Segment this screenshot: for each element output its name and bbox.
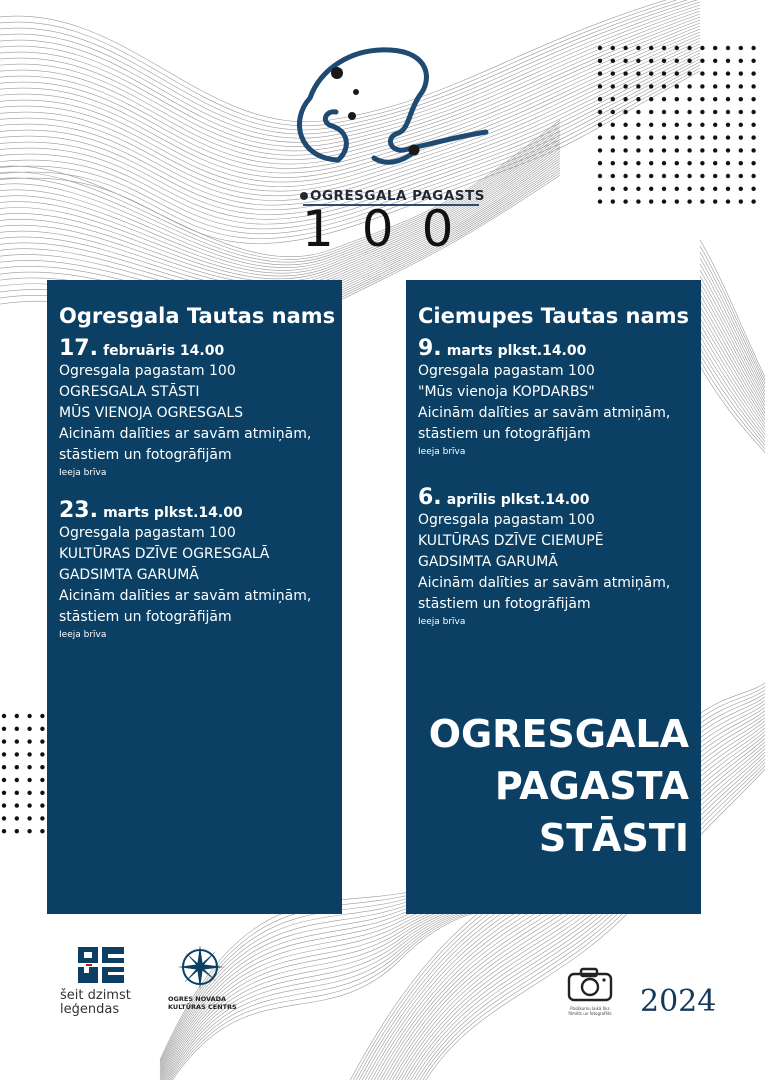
camera-caption-1: Pasākumu laikā tiks <box>570 1006 610 1011</box>
dot <box>675 123 679 127</box>
dot <box>623 84 627 88</box>
dot <box>713 187 717 191</box>
dot <box>739 97 743 101</box>
dot <box>623 59 627 63</box>
dot <box>700 110 704 114</box>
event-day: 9. <box>418 336 442 361</box>
dot <box>726 71 730 75</box>
dot <box>623 199 627 203</box>
dot <box>2 816 6 820</box>
dot <box>662 135 666 139</box>
dot <box>649 59 653 63</box>
dot <box>15 714 19 718</box>
dot <box>700 59 704 63</box>
dot <box>751 199 755 203</box>
event-block <box>418 336 689 459</box>
dot <box>700 84 704 88</box>
dot <box>675 174 679 178</box>
dot <box>726 97 730 101</box>
dot <box>636 110 640 114</box>
dot <box>713 123 717 127</box>
event-day: 23. <box>59 498 98 523</box>
dot <box>713 97 717 101</box>
headline-line-1: OGRESGALA <box>428 712 689 756</box>
event-line: Aicinām dalīties ar savām atmiņām, <box>59 426 312 442</box>
dot <box>40 752 44 756</box>
dot <box>2 778 6 782</box>
dot <box>40 803 44 807</box>
dot <box>2 765 6 769</box>
dot <box>687 46 691 50</box>
dot <box>611 187 615 191</box>
dot <box>662 97 666 101</box>
dot <box>687 71 691 75</box>
dot <box>739 135 743 139</box>
dot <box>687 97 691 101</box>
headline-line-3: STĀSTI <box>538 816 689 860</box>
dot <box>649 71 653 75</box>
dot <box>751 187 755 191</box>
ogre-logo-mark-icon <box>76 945 128 985</box>
dot <box>27 791 31 795</box>
event-date <box>59 498 330 523</box>
dot <box>649 161 653 165</box>
contour-line <box>700 258 765 429</box>
dot <box>649 46 653 50</box>
dot <box>598 123 602 127</box>
event-free-entry: Ieeja brīva <box>418 447 466 457</box>
dot <box>598 148 602 152</box>
dot <box>623 174 627 178</box>
dot <box>713 46 717 50</box>
event-free-entry: Ieeja brīva <box>418 617 466 627</box>
dot <box>662 199 666 203</box>
event-line: Aicinām dalīties ar savām atmiņām, <box>418 575 671 591</box>
dot <box>649 97 653 101</box>
right-events-list <box>418 336 689 629</box>
dot <box>2 829 6 833</box>
right-venue-panel <box>406 280 701 914</box>
event-date <box>418 336 689 361</box>
anniversary-number: 100 <box>302 200 482 258</box>
dot <box>700 71 704 75</box>
poster-headline <box>429 708 689 864</box>
left-venue-panel <box>47 280 342 914</box>
dot <box>623 148 627 152</box>
dot <box>739 110 743 114</box>
event-line: Ogresgala pagastam 100 <box>418 363 595 379</box>
dot <box>700 187 704 191</box>
dot <box>662 161 666 165</box>
dot <box>662 123 666 127</box>
dot <box>662 174 666 178</box>
event-line: Aicinām dalīties ar savām atmiņām, <box>418 405 671 421</box>
dot <box>687 199 691 203</box>
event-line: GADSIMTA GARUMĀ <box>59 567 199 583</box>
dot <box>675 97 679 101</box>
dot <box>675 59 679 63</box>
event-block <box>59 498 330 642</box>
dot <box>611 174 615 178</box>
dot <box>751 71 755 75</box>
dot <box>700 123 704 127</box>
dot <box>623 46 627 50</box>
event-time: aprīlis plkst.14.00 <box>446 492 590 508</box>
dot <box>713 148 717 152</box>
dot <box>713 71 717 75</box>
dot <box>713 174 717 178</box>
dot <box>726 161 730 165</box>
event-line: stāstiem un fotogrāfijām <box>59 447 232 463</box>
dot <box>662 148 666 152</box>
dot <box>662 59 666 63</box>
event-free-entry: Ieeja brīva <box>59 630 107 640</box>
event-line: OGRESGALA STĀSTI <box>59 384 200 400</box>
right-venue-title: Ciemupes Tautas nams <box>418 304 690 328</box>
event-line: stāstiem un fotogrāfijām <box>418 426 591 442</box>
event-day: 6. <box>418 485 442 510</box>
dot <box>751 174 755 178</box>
dot <box>675 161 679 165</box>
dot <box>713 135 717 139</box>
dot <box>751 123 755 127</box>
dot <box>649 135 653 139</box>
dot <box>687 187 691 191</box>
event-line: Aicinām dalīties ar savām atmiņām, <box>59 588 312 604</box>
dot <box>662 71 666 75</box>
dot-grid-top-right <box>596 44 765 212</box>
dot <box>636 161 640 165</box>
dot <box>751 46 755 50</box>
dot <box>15 727 19 731</box>
dot <box>636 135 640 139</box>
dot <box>598 97 602 101</box>
dot <box>611 59 615 63</box>
dot <box>700 148 704 152</box>
dot <box>726 110 730 114</box>
dot <box>598 110 602 114</box>
dot <box>687 110 691 114</box>
dot <box>27 714 31 718</box>
dot <box>675 148 679 152</box>
camera-icon <box>566 966 614 1002</box>
dot <box>636 97 640 101</box>
dot <box>713 161 717 165</box>
dot <box>662 110 666 114</box>
dot <box>751 84 755 88</box>
dot <box>700 174 704 178</box>
dot <box>2 803 6 807</box>
dot <box>15 752 19 756</box>
dot <box>687 135 691 139</box>
contour-line <box>700 306 765 453</box>
dot <box>751 97 755 101</box>
dot <box>726 135 730 139</box>
ogre-logo <box>60 945 150 1017</box>
dot <box>675 135 679 139</box>
dot <box>675 46 679 50</box>
event-line: Ogresgala pagastam 100 <box>418 512 595 528</box>
dot <box>611 110 615 114</box>
event-time: marts plkst.14.00 <box>103 505 243 521</box>
event-line: stāstiem un fotogrāfijām <box>59 609 232 625</box>
dot <box>636 71 640 75</box>
dot <box>636 174 640 178</box>
dot <box>15 816 19 820</box>
dot <box>15 778 19 782</box>
dot <box>611 161 615 165</box>
dot <box>751 110 755 114</box>
dot <box>598 84 602 88</box>
dot <box>611 71 615 75</box>
dot <box>675 84 679 88</box>
dot <box>739 187 743 191</box>
dot <box>2 752 6 756</box>
dot <box>636 187 640 191</box>
contour-line <box>700 264 765 432</box>
photo-notice <box>566 966 614 1016</box>
dot <box>598 46 602 50</box>
dot <box>623 71 627 75</box>
dot <box>611 148 615 152</box>
event-line: MŪS VIENOJA OGRESGALS <box>59 405 244 421</box>
left-venue-title: Ogresgala Tautas nams <box>59 304 336 328</box>
dot <box>700 161 704 165</box>
dot <box>713 199 717 203</box>
dot <box>27 752 31 756</box>
dot <box>623 97 627 101</box>
dot <box>611 199 615 203</box>
dot <box>623 161 627 165</box>
dot <box>636 148 640 152</box>
dot <box>751 59 755 63</box>
dot <box>726 59 730 63</box>
camera-caption-2: filmēts un fotografēts <box>568 1011 612 1016</box>
dot <box>598 59 602 63</box>
dot <box>611 97 615 101</box>
dot <box>15 791 19 795</box>
compass-star-icon <box>172 943 232 991</box>
contour-line <box>700 348 765 474</box>
dot <box>675 199 679 203</box>
event-time: marts plkst.14.00 <box>446 343 587 359</box>
dot <box>27 816 31 820</box>
dot <box>598 161 602 165</box>
dot <box>598 71 602 75</box>
event-line: Ogresgala pagastam 100 <box>59 525 236 541</box>
dot <box>623 135 627 139</box>
dot <box>675 110 679 114</box>
dot <box>700 135 704 139</box>
dot <box>739 59 743 63</box>
dot <box>687 123 691 127</box>
dot <box>611 135 615 139</box>
brand-name-text: OGRESGALA PAGASTS <box>310 188 485 204</box>
dot <box>27 739 31 743</box>
dot <box>649 174 653 178</box>
dot <box>739 46 743 50</box>
dot <box>687 174 691 178</box>
dot <box>739 199 743 203</box>
dot <box>739 84 743 88</box>
head-silhouette-icon <box>290 40 490 190</box>
event-line: stāstiem un fotogrāfijām <box>418 596 591 612</box>
dot <box>2 791 6 795</box>
event-free-entry: Ieeja brīva <box>59 468 107 478</box>
dot <box>2 714 6 718</box>
dot <box>726 199 730 203</box>
event-line: "Mūs vienoja KOPDARBS" <box>418 384 595 400</box>
dot <box>726 123 730 127</box>
dot <box>739 71 743 75</box>
dot <box>40 739 44 743</box>
dot <box>598 187 602 191</box>
dot <box>15 739 19 743</box>
dot <box>611 46 615 50</box>
dot <box>27 829 31 833</box>
dot <box>636 46 640 50</box>
dot <box>662 84 666 88</box>
dot <box>27 803 31 807</box>
headline-line-2: PAGASTA <box>494 764 689 808</box>
dot <box>611 123 615 127</box>
dot <box>598 174 602 178</box>
contour-line <box>700 342 765 471</box>
event-time: februāris 14.00 <box>103 343 225 359</box>
dot <box>649 199 653 203</box>
dot <box>636 123 640 127</box>
dot <box>751 161 755 165</box>
dot <box>751 135 755 139</box>
event-block <box>59 336 330 480</box>
event-line: GADSIMTA GARUMĀ <box>418 554 558 570</box>
dot <box>636 84 640 88</box>
dot <box>700 97 704 101</box>
culture-name-1: OGRES NOVADA <box>168 995 227 1003</box>
culture-name-2: KULTŪRAS CENTRS <box>168 1003 237 1011</box>
dot <box>662 46 666 50</box>
dot <box>739 123 743 127</box>
dot <box>687 148 691 152</box>
dot <box>611 84 615 88</box>
dot <box>662 187 666 191</box>
dot <box>623 110 627 114</box>
dot <box>27 765 31 769</box>
dot <box>636 59 640 63</box>
event-line: KULTŪRAS DZĪVE OGRESGALĀ <box>59 546 270 562</box>
dot <box>687 59 691 63</box>
dot <box>2 739 6 743</box>
dot <box>726 187 730 191</box>
dot <box>675 71 679 75</box>
dot <box>15 765 19 769</box>
dot <box>40 778 44 782</box>
dot <box>739 148 743 152</box>
dot <box>739 174 743 178</box>
dot <box>726 46 730 50</box>
dot <box>700 199 704 203</box>
dot <box>40 829 44 833</box>
event-date <box>59 336 330 361</box>
ogre-tagline-2: leģendas <box>60 1002 120 1017</box>
dot <box>40 714 44 718</box>
dot <box>713 59 717 63</box>
dot <box>687 84 691 88</box>
dot <box>649 123 653 127</box>
dot <box>2 727 6 731</box>
event-day: 17. <box>59 336 98 361</box>
dot <box>623 123 627 127</box>
event-line: KULTŪRAS DZĪVE CIEMUPĒ <box>418 533 604 549</box>
dot <box>726 84 730 88</box>
event-line: Ogresgala pagastam 100 <box>59 363 236 379</box>
dot <box>700 46 704 50</box>
dot <box>15 803 19 807</box>
left-events-list <box>59 336 330 642</box>
dot <box>649 84 653 88</box>
event-date <box>418 485 689 510</box>
dot <box>40 765 44 769</box>
dot <box>40 727 44 731</box>
culture-centre-logo <box>168 943 243 1011</box>
dot <box>649 148 653 152</box>
dot <box>40 816 44 820</box>
event-block <box>418 485 689 629</box>
dot <box>623 187 627 191</box>
dot <box>598 199 602 203</box>
contour-line <box>700 252 765 426</box>
dot <box>27 727 31 731</box>
dot <box>726 148 730 152</box>
dot <box>739 161 743 165</box>
poster-year: 2024 <box>640 984 717 1019</box>
contour-line <box>700 330 765 465</box>
dot <box>27 778 31 782</box>
dot <box>649 110 653 114</box>
ogre-tagline-1: šeit dzimst <box>60 988 131 1003</box>
dot <box>636 199 640 203</box>
dot <box>40 791 44 795</box>
dot <box>713 110 717 114</box>
dot <box>649 187 653 191</box>
dot <box>751 148 755 152</box>
dot <box>675 187 679 191</box>
dot <box>726 174 730 178</box>
dot <box>598 135 602 139</box>
dot <box>15 829 19 833</box>
dot <box>687 161 691 165</box>
dot <box>713 84 717 88</box>
